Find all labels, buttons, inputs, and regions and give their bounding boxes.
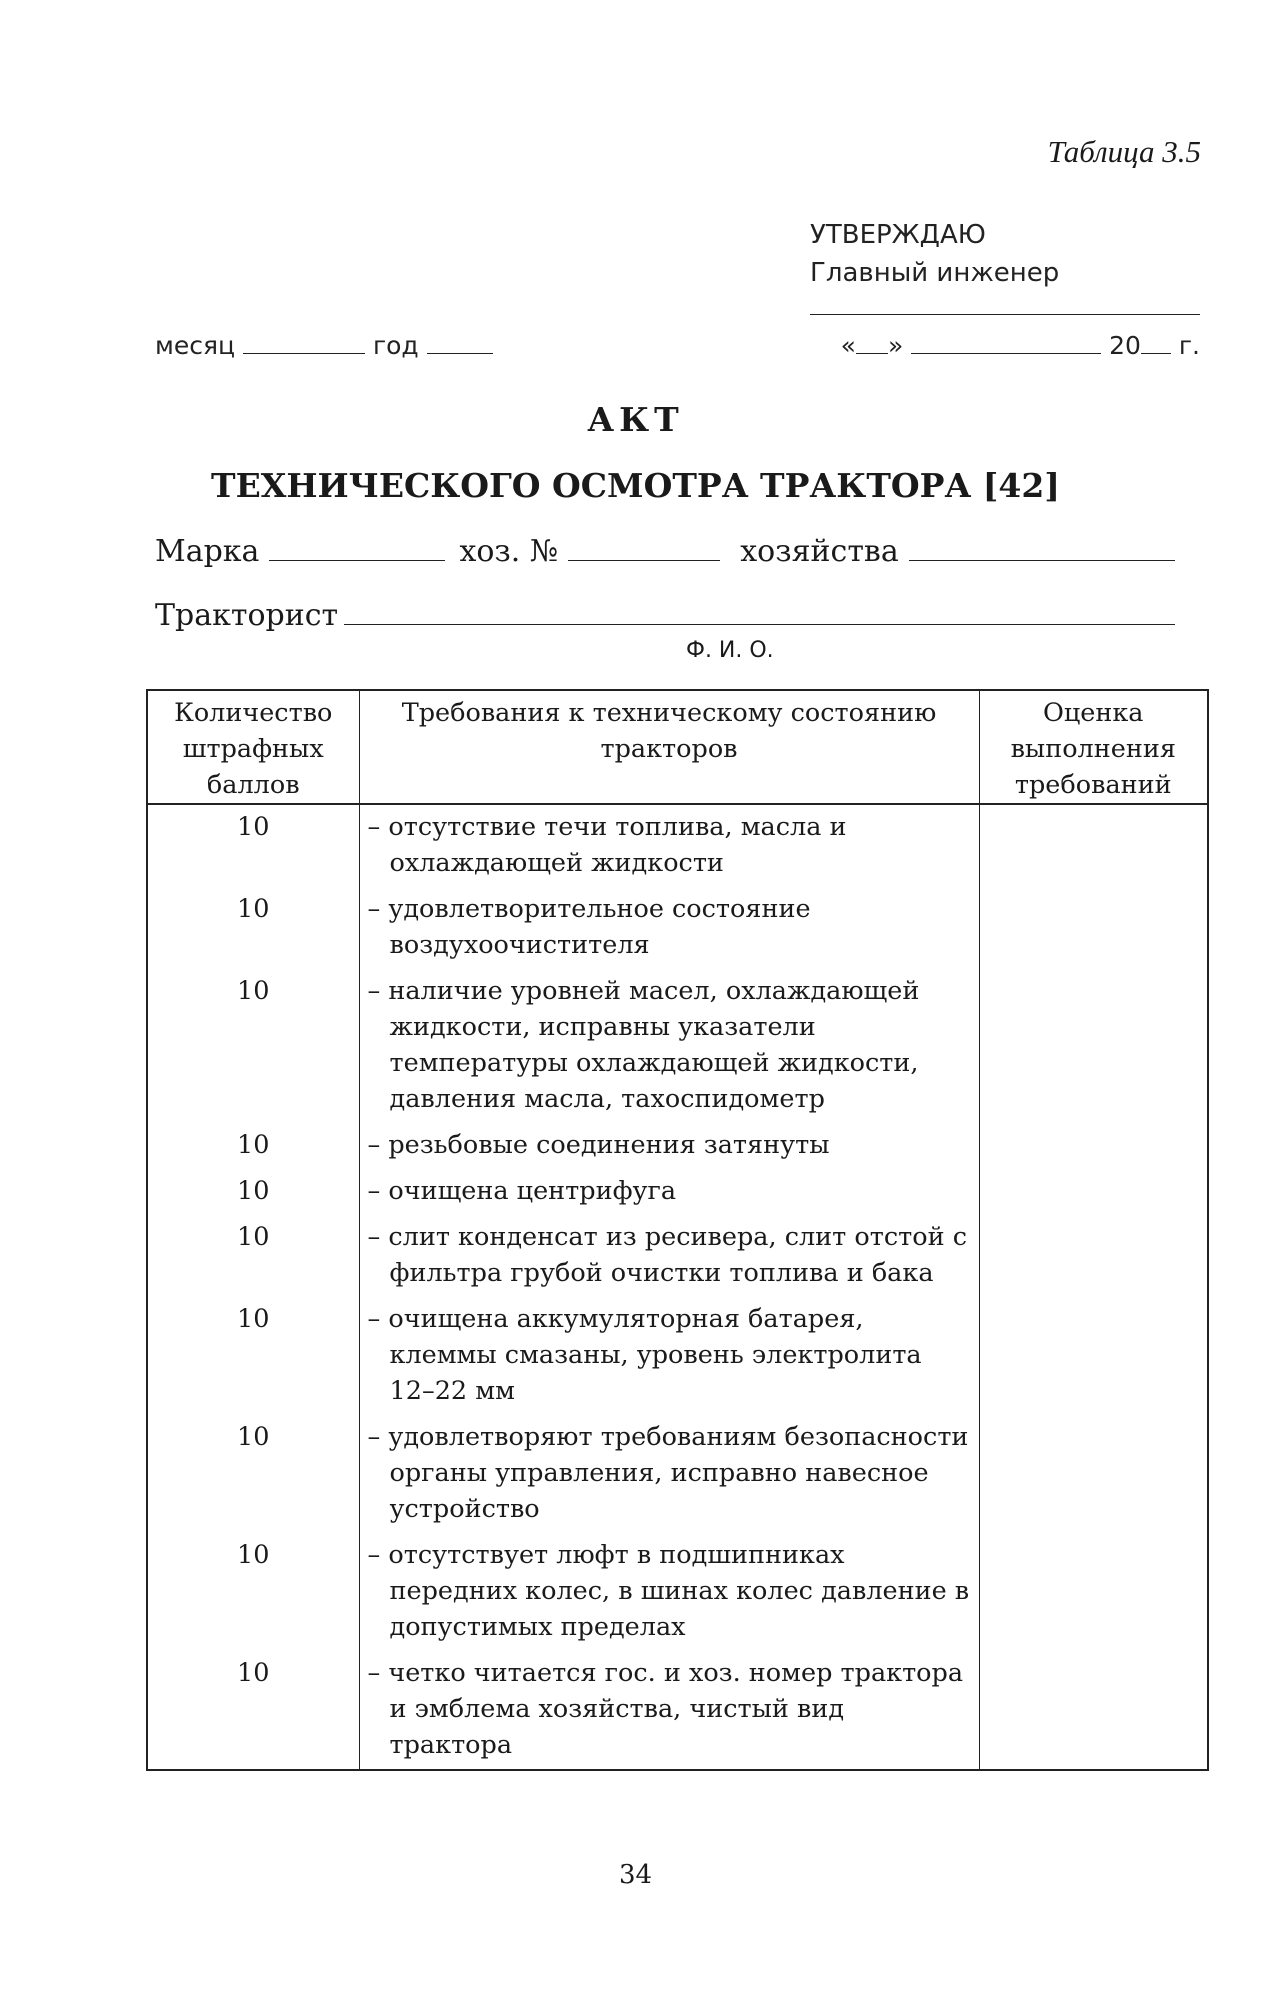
requirement-text: – удовлетворительное состояние воздухоочистителя [367, 894, 811, 960]
table-row [147, 1651, 1208, 1770]
evaluation-cell [979, 1169, 1208, 1215]
header-evaluation: Оценка выполнения требований [979, 690, 1208, 804]
table-row [147, 804, 1208, 887]
penalty-points-cell: 10 [147, 1297, 359, 1415]
driver-row [155, 594, 1175, 633]
evaluation-cell [979, 804, 1208, 887]
fio-caption: Ф. И. О. [686, 638, 774, 663]
table-row [147, 1123, 1208, 1169]
requirement-cell [359, 1651, 979, 1770]
penalty-points-cell: 10 [147, 1215, 359, 1297]
year-prefix: 20 [1109, 331, 1141, 360]
requirement-cell [359, 1215, 979, 1297]
table-number-label: Таблица 3.5 [1047, 134, 1201, 169]
month-label: месяц [155, 331, 236, 360]
brand-blank [269, 530, 445, 561]
driver-label: Тракторист [155, 598, 339, 633]
signature-line [810, 314, 1200, 315]
farm-no-blank [568, 530, 720, 561]
evaluation-cell [979, 1297, 1208, 1415]
approval-position: Главный инженер [810, 258, 1060, 288]
year-blank [427, 328, 493, 354]
requirement-text: – четко читается гос. и хоз. номер трактора и эмблема хозяйства, чистый вид трактора [367, 1658, 964, 1760]
year-suffix: г. [1178, 331, 1200, 360]
header-requirements: Требования к техническому состоянию тракторов [359, 690, 979, 804]
requirement-text: – наличие уровней масел, охлаждающей жидкости, исправны указатели температуры охлаждающей жидкости, давления масла, тахоспидометр [367, 976, 920, 1114]
requirement-text: – слит конденсат из ресивера, слит отстой с фильтра грубой очистки топлива и бака [367, 1222, 967, 1288]
evaluation-cell [979, 969, 1208, 1123]
approval-block [810, 216, 1059, 292]
date-row [155, 328, 1200, 360]
penalty-points-cell: 10 [147, 1651, 359, 1770]
month-year-fields [155, 328, 493, 360]
header-penalty-points: Количество штрафных баллов [147, 690, 359, 804]
penalty-points-cell: 10 [147, 1169, 359, 1215]
requirement-cell [359, 804, 979, 887]
driver-blank [344, 594, 1175, 625]
requirement-text: – очищена аккумуляторная батарея, клеммы смазаны, уровень электролита 12–22 мм [367, 1304, 922, 1406]
requirement-cell [359, 1297, 979, 1415]
requirement-cell [359, 1415, 979, 1533]
penalty-points-cell: 10 [147, 969, 359, 1123]
document-subtitle: ТЕХНИЧЕСКОГО ОСМОТРА ТРАКТОРА [42] [211, 466, 1060, 505]
year-label: год [372, 331, 419, 360]
requirements-table [146, 689, 1209, 1771]
table-row [147, 1297, 1208, 1415]
table-row [147, 1415, 1208, 1533]
table-row [147, 1533, 1208, 1651]
requirement-cell [359, 1169, 979, 1215]
table-row [147, 887, 1208, 969]
approval-month-blank [911, 328, 1101, 354]
requirement-text: – очищена центрифуга [367, 1176, 677, 1206]
penalty-points-cell: 10 [147, 1123, 359, 1169]
evaluation-cell [979, 1123, 1208, 1169]
requirement-text: – удовлетворяют требованиям безопасности органы управления, исправно навесное устройство [367, 1422, 969, 1524]
penalty-points-cell: 10 [147, 804, 359, 887]
evaluation-cell [979, 1533, 1208, 1651]
evaluation-cell [979, 1651, 1208, 1770]
requirement-text: – отсутствует люфт в подшипниках передних колес, в шинах колес давление в допустимых пределах [367, 1540, 970, 1642]
day-blank [856, 328, 888, 354]
requirement-cell [359, 887, 979, 969]
requirement-cell [359, 969, 979, 1123]
farm-label: хозяйства [740, 534, 899, 569]
table-row [147, 1169, 1208, 1215]
table-header-row [147, 690, 1208, 804]
requirement-text: – отсутствие течи топлива, масла и охлаждающей жидкости [367, 812, 847, 878]
requirement-text: – резьбовые соединения затянуты [367, 1130, 830, 1160]
penalty-points-cell: 10 [147, 1533, 359, 1651]
penalty-points-cell: 10 [147, 887, 359, 969]
quote-close: » [887, 331, 904, 360]
requirement-cell [359, 1123, 979, 1169]
approval-year-blank [1141, 328, 1171, 354]
evaluation-cell [979, 1215, 1208, 1297]
brand-label: Марка [155, 534, 260, 569]
table-row [147, 969, 1208, 1123]
requirement-cell [359, 1533, 979, 1651]
tractor-info-row [155, 530, 1175, 569]
approval-date-field [841, 328, 1200, 360]
document-title: АКТ [587, 400, 684, 439]
evaluation-cell [979, 887, 1208, 969]
penalty-points-cell: 10 [147, 1415, 359, 1533]
page-number: 34 [618, 1860, 653, 1890]
month-blank [243, 328, 365, 354]
farm-no-label: хоз. № [459, 534, 559, 569]
evaluation-cell [979, 1415, 1208, 1533]
table-row [147, 1215, 1208, 1297]
farm-blank [909, 530, 1175, 561]
quote-open: « [840, 331, 856, 360]
approval-heading: УТВЕРЖДАЮ [810, 220, 986, 250]
